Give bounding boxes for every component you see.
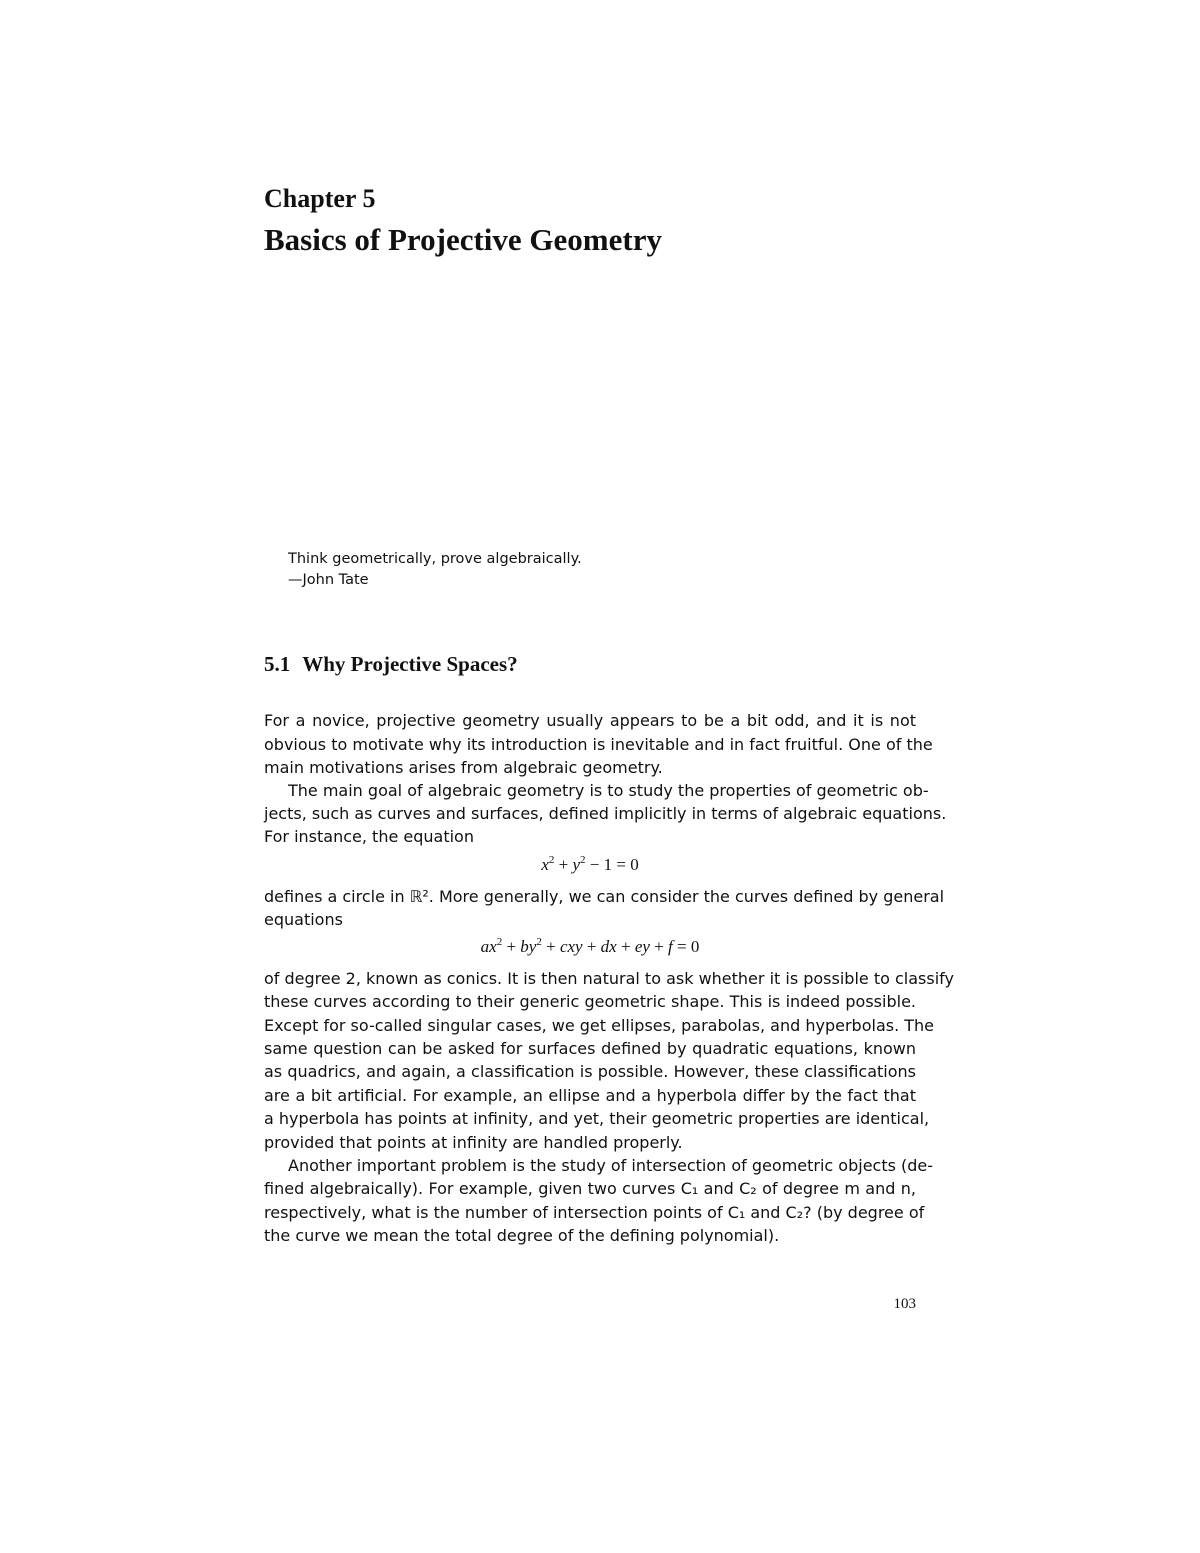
paragraph1-line-3: main motivations arises from algebraic geometry.	[264, 758, 663, 777]
paragraph4-line-2: fined algebraically). For example, given two curves C₁ and C₂ of degree m and n,	[264, 1179, 916, 1198]
eq-term: ey	[634, 937, 650, 956]
eq-op: +	[654, 937, 664, 956]
section-heading	[264, 651, 518, 677]
eq-var-x: x	[541, 855, 549, 874]
equation-conic	[264, 930, 916, 959]
paragraph3-line-5: as quadrics, and again, a classification is possible. However, these classifications	[264, 1062, 916, 1081]
eq-term: dx	[600, 937, 617, 956]
eq-term: by	[520, 937, 537, 956]
section-number: 5.1	[264, 652, 291, 676]
chapter-label: Chapter 5	[264, 184, 376, 213]
epigraph-author: —John Tate	[288, 572, 369, 588]
paragraph4-line-1: Another important problem is the study of intersection of geometric objects (de-	[288, 1156, 934, 1175]
paragraph3-line-1: of degree 2, known as conics. It is then natural to ask whether it is possible to classify	[264, 969, 954, 988]
paragraph3-line-4: same question can be asked for surfaces defined by quadratic equations, known	[264, 1039, 916, 1058]
eq-exp: 2	[548, 854, 555, 866]
eq-term: f	[668, 937, 673, 956]
paragraph3-line-2: these curves according to their generic geometric shape. This is indeed possible.	[264, 992, 916, 1011]
paragraph3-line-7: a hyperbola has points at infinity, and yet, their geometric properties are identical,	[264, 1109, 930, 1128]
eq-exp: 2	[580, 854, 586, 866]
eq-op: =	[676, 937, 687, 956]
eq-var-y: y	[572, 855, 580, 874]
eq-op: +	[620, 937, 631, 956]
eq-const: 0	[690, 937, 700, 956]
page-number: 103	[893, 1296, 916, 1312]
eq-exp: 2	[496, 936, 503, 948]
eq-exp: 2	[536, 936, 542, 948]
eq-term: cxy	[559, 937, 583, 956]
equation-circle	[264, 848, 916, 877]
eq-op: −	[589, 855, 600, 874]
epigraph-quote: Think geometrically, prove algebraically.	[288, 551, 582, 567]
section-title: Why Projective Spaces?	[302, 652, 518, 676]
paragraph2-line-2: jects, such as curves and surfaces, defined implicitly in terms of algebraic equations.	[264, 804, 947, 823]
paragraph3-line-3: Except for so-called singular cases, we get ellipses, parabolas, and hyperbolas. The	[264, 1016, 935, 1035]
paragraph2-line-1: The main goal of algebraic geometry is to study the properties of geometric ob-	[288, 781, 929, 800]
paragraph3-line-6: are a bit artificial. For example, an ellipse and a hyperbola differ by the fact that	[264, 1086, 916, 1105]
paragraph4-line-4: the curve we mean the total degree of the defining polynomial).	[264, 1226, 780, 1245]
eq-op: +	[558, 855, 569, 874]
paragraph4-line-3: respectively, what is the number of intersection points of C₁ and C₂? (by degree of	[264, 1203, 925, 1222]
paragraph3-line-8: provided that points at infinity are handled properly.	[264, 1133, 683, 1152]
paragraph2-after-line-1: defines a circle in ℝ². More generally, we can consider the curves defined by general	[264, 887, 945, 906]
eq-op: +	[506, 937, 517, 956]
paragraph2-line-3: For instance, the equation	[264, 827, 474, 846]
eq-op: =	[616, 855, 626, 874]
chapter-title: Basics of Projective Geometry	[264, 222, 662, 257]
eq-op: +	[546, 937, 556, 956]
paragraph2-after-line-2: equations	[264, 910, 343, 929]
eq-const: 1	[603, 855, 613, 874]
paragraph1-line-2: obvious to motivate why its introduction is inevitable and in fact fruitful. One of the	[264, 735, 933, 754]
eq-op: +	[586, 937, 597, 956]
eq-term: ax	[480, 937, 497, 956]
paragraph1-line-1: For a novice, projective geometry usually appears to be a bit odd, and it is not	[264, 711, 916, 730]
eq-const: 0	[630, 855, 639, 874]
